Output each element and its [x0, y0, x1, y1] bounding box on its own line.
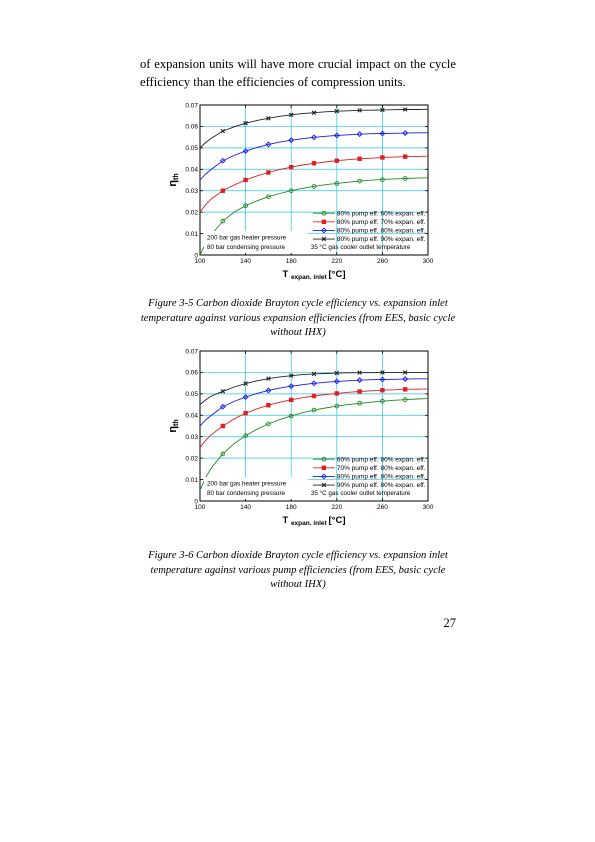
chart-1-series-2-point: [358, 157, 362, 161]
chart-2-y-axis-label-main: η: [167, 425, 179, 433]
chart-1-series-2-point: [289, 165, 293, 169]
chart-1-legend-marker: [322, 220, 326, 224]
chart-2-ytick-label: 0.06: [185, 369, 198, 377]
chart-2-series-2-point: [267, 403, 271, 407]
chart-1-xtick-label: 220: [331, 258, 343, 265]
chart-2-annotation-cooler: 35 °C gas cooler outlet temperature: [310, 490, 411, 497]
chart-1-series-2-point: [403, 155, 407, 159]
chart-1-series-2-point: [381, 156, 385, 160]
chart-2-annotation-condenser: 80 bar condensing pressure: [207, 490, 286, 497]
chart-2-xtick-label: 260: [376, 504, 388, 511]
chart-2-x-axis-label-main: T: [282, 515, 291, 526]
chart-1-series-3: [200, 131, 428, 180]
chart-1-ytick-label: 0: [194, 252, 198, 260]
chart-1-y-axis-label-main: η: [167, 179, 179, 187]
chart-1-y-axis-label-sub: th: [173, 173, 180, 180]
chart-2-y-axis-label: [167, 419, 180, 432]
chart-2-series-2-point: [403, 387, 407, 391]
chart-1-series-2-point: [267, 171, 271, 175]
chart-2-x-axis-label-sub: expan. inlet: [290, 520, 329, 527]
chart-1-xtick-label: 300: [422, 258, 434, 265]
chart-1-x-axis-label: [282, 269, 345, 281]
figure-3-6-caption: Figure 3-6 Carbon dioxide Brayton cycle efficiency vs. expansion inlet temperature against various pump efficiencies (from EES, basic cycle without IHX): [148, 550, 448, 590]
chart-1-ytick-label: 0.05: [185, 145, 198, 153]
chart-1-x-axis-label-main: T: [282, 269, 291, 280]
chart-1-ytick-label: 0.04: [185, 166, 198, 174]
chart-2-series-2-point: [381, 388, 385, 392]
chart-2-legend-label: 90% pump eff. 80% expan. eff.: [336, 482, 426, 490]
chart-1-legend: [313, 210, 426, 243]
chart-2-xtick-label: 180: [285, 504, 297, 511]
figure-3-5-caption: Figure 3-5 Carbon dioxide Brayton cycle efficiency vs. expansion inlet temperature against various expansion efficiencies (from EES, basic cycle without IHX): [140, 298, 456, 338]
chart-1-legend-label: 80% pump eff. 90% expan. eff.: [336, 236, 426, 244]
chart-1-series-4: [200, 108, 428, 148]
chart-1-x-axis-label-sub: expan. inlet: [290, 274, 329, 281]
chart-1-xtick-label: 180: [285, 258, 297, 265]
chart-1-legend-label: 80% pump eff. 60% expan. eff.: [336, 210, 426, 218]
chart-2-series-2-point: [289, 398, 293, 402]
chart-1-ytick-label: 0.01: [185, 230, 198, 238]
chart-2-legend-label: 70% pump eff. 80% expan. eff.: [336, 465, 426, 473]
chart-2-series-2-point: [335, 392, 339, 396]
figure-3-6-chart: [160, 346, 432, 532]
chart-2-xtick-label: 300: [422, 504, 434, 511]
chart-2-legend-label: 80% pump eff. 80% expan. eff.: [336, 473, 426, 481]
chart-2-ytick-label: 0.02: [185, 455, 198, 463]
chart-2-series-4-point: [221, 389, 225, 393]
chart-2-series-2-point: [221, 424, 225, 428]
chart-1-series-2-point: [312, 161, 316, 165]
chart-2-ytick-label: 0: [194, 498, 198, 506]
intro-paragraph: [140, 56, 456, 91]
chart-2-series-4-line: [200, 372, 428, 404]
chart-1-series-2-point: [335, 159, 339, 163]
chart-1-x-axis-label-unit: [°C]: [328, 269, 346, 280]
chart-1-annotation-condenser: 80 bar condensing pressure: [207, 244, 286, 251]
chart-2-ytick-label: 0.05: [185, 391, 198, 399]
intro-line-1: of expansion units will have more crucial impact on the cycle: [140, 57, 456, 71]
chart-1-ytick-label: 0.02: [185, 209, 198, 217]
chart-2-ytick-label: 0.03: [185, 434, 198, 442]
chart-1-legend-label: 80% pump eff. 80% expan. eff.: [336, 227, 426, 235]
chart-2-svg: [160, 346, 432, 532]
chart-1-svg: [160, 100, 432, 286]
chart-2-x-axis-label-unit: [°C]: [328, 515, 346, 526]
chart-2-xtick-label: 220: [331, 504, 343, 511]
chart-1-series-2-point: [244, 178, 248, 182]
chart-1-ytick-label: 0.06: [185, 123, 198, 131]
chart-2-xtick-label: 140: [240, 504, 252, 511]
page-number: 27: [443, 616, 456, 630]
chart-2-ytick-label: 0.04: [185, 412, 198, 420]
chart-2-y-axis-label-sub: th: [173, 419, 180, 426]
chart-2-ytick-label: 0.07: [185, 348, 198, 356]
chart-2-xtick-label: 100: [194, 504, 206, 511]
chart-2-x-axis-label: [282, 515, 345, 527]
chart-2-legend-label: 60% pump eff. 80% expan. eff.: [336, 456, 426, 464]
chart-1-legend-label: 80% pump eff. 70% expan. eff.: [336, 219, 426, 227]
chart-1-series-4-point: [221, 129, 225, 133]
chart-1-xtick-label: 140: [240, 258, 252, 265]
chart-2-series-2-point: [312, 394, 316, 398]
chart-1-series-2: [200, 155, 428, 212]
chart-2-ytick-label: 0.01: [185, 476, 198, 484]
chart-2-legend: [313, 456, 426, 489]
chart-2-series-2-point: [358, 390, 362, 394]
chart-1-annotation-cooler: 35 °C gas cooler outlet temperature: [310, 244, 411, 251]
chart-1-series-2-point: [221, 189, 225, 193]
intro-line-2: efficiency than the efficiencies of compression units.: [140, 74, 406, 89]
chart-2-annotation-heater: 200 bar gas heater pressure: [207, 480, 287, 488]
chart-1-xtick-label: 260: [376, 258, 388, 265]
chart-1-xtick-label: 100: [194, 258, 206, 265]
chart-1-ytick-label: 0.03: [185, 188, 198, 196]
chart-1-y-axis-label: [167, 173, 180, 186]
figure-3-5-chart: [160, 100, 432, 286]
chart-2-legend-marker: [322, 466, 326, 470]
chart-2-series-4: [200, 371, 428, 405]
chart-1-annotation-heater: 200 bar gas heater pressure: [207, 234, 287, 242]
chart-2-series-2-point: [244, 411, 248, 415]
chart-1-ytick-label: 0.07: [185, 102, 198, 110]
chart-1-series-4-line: [200, 109, 428, 148]
chart-2-series-2: [200, 387, 428, 447]
